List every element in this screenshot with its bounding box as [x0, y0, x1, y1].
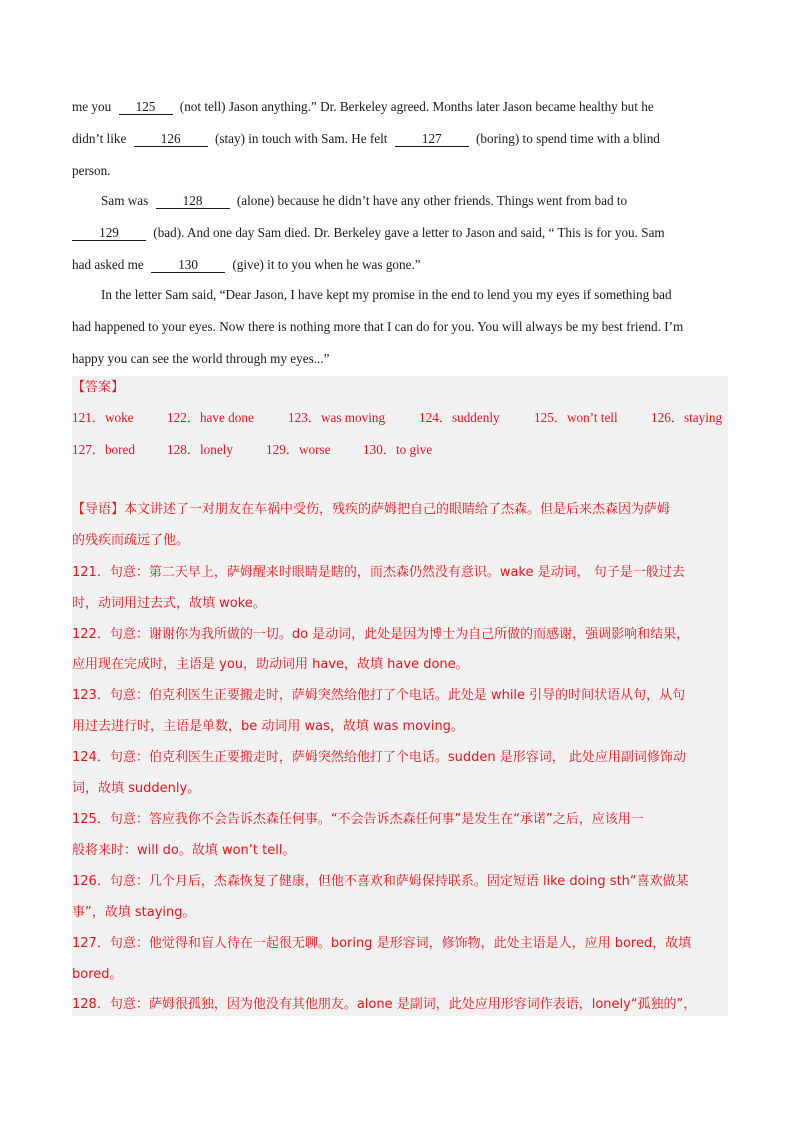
explanation-line: 125．句意：答应我你不会告诉杰森任何事。“不会告诉杰森任何事”是发生在“承诺”之后，应该用一: [72, 812, 644, 827]
explanation-line: 122．句意：谢谢你为我所做的一切。do 是动词，此处是因为博士为自己所做的而感谢，强调影响和结果，: [72, 627, 690, 642]
explanation-line: 123．句意：伯克利医生正要搬走时，萨姆突然给他打了个电话。此处是 while 引导的时间状语从句，从句: [72, 688, 686, 703]
passage-line: [72, 256, 421, 274]
explanation-line: 应用现在完成时，主语是 you，助动词用 have，故填 have done。: [72, 657, 469, 672]
explanation-line: 127．句意：他觉得和盲人待在一起很无聊。boring 是形容词，修饰物，此处主语是人，应用 bored，故填: [72, 936, 692, 951]
answer-item: 127．bored: [72, 442, 135, 457]
passage-line: [68, 224, 665, 242]
passage-text: me you: [72, 99, 112, 114]
answer-item: 123．was moving: [288, 410, 386, 425]
passage-line: happy you can see the world through my eyes...”: [72, 351, 330, 366]
blank-128: 128: [156, 193, 230, 209]
explanation-line: 126．句意：几个月后，杰森恢复了健康，但他不喜欢和萨姆保持联系。固定短语 like doing sth“喜欢做某: [72, 874, 689, 889]
blank-130: 130: [151, 257, 225, 273]
passage-line: [72, 98, 654, 116]
answer-heading: 【答案】: [72, 380, 125, 395]
answer-item: 129．worse: [266, 442, 331, 457]
guide-line: 的残疾而疏远了他。: [72, 533, 190, 548]
passage-text: person.: [72, 163, 111, 178]
answer-item: 128．lonely: [167, 442, 233, 457]
answer-item: 126．staying: [651, 410, 723, 425]
passage-text: Sam was: [101, 193, 149, 208]
explanation-line: 事”，故填 staying。: [72, 905, 196, 920]
passage-line: [72, 130, 660, 148]
blank-127: 127: [395, 131, 469, 147]
explanation-line: 124．句意：伯克利医生正要搬走时，萨姆突然给他打了个电话。sudden 是形容词， 此处应用副词修饰动: [72, 750, 686, 765]
passage-line: In the letter Sam said, “Dear Jason, I have kept my promise in the end to lend you my eyes if something bad: [101, 287, 672, 302]
explanation-line: 128．句意：萨姆很孤独，因为他没有其他朋友。alone 是副词，此处应用形容词作表语，lonely“孤独的”，: [72, 997, 697, 1012]
blank-126: 126: [134, 131, 208, 147]
explanation-line: 般将来时：will do。故填 won’t tell。: [72, 843, 296, 858]
explanation-line: bored。: [72, 967, 123, 982]
answer-item: 122．have done: [167, 410, 254, 425]
passage-text: didn’t like: [72, 131, 127, 146]
blank-129: 129: [72, 225, 146, 241]
passage-line: [101, 192, 627, 210]
explanation-line: 121．句意：第二天早上，萨姆醒来时眼睛是瞎的，而杰森仍然没有意识。wake 是动词， 句子是一般过去: [72, 565, 685, 580]
guide-line: 【导语】本文讲述了一对朋友在车祸中受伤，残疾的萨姆把自己的眼睛给了杰森。但是后来杰森因为萨姆: [72, 502, 671, 517]
answer-item: 130．to give: [363, 442, 433, 457]
passage-text: (give) it to you when he was gone.”: [232, 257, 421, 272]
answer-item: 125．won’t tell: [534, 410, 618, 425]
passage-text: (stay) in touch with Sam. He felt: [214, 131, 388, 146]
passage-text: (alone) because he didn’t have any other friends. Things went from bad to: [236, 193, 628, 208]
passage-line: [72, 162, 110, 180]
blank-125: 125: [119, 99, 173, 115]
passage-text: (bad). And one day Sam died. Dr. Berkeley gave a letter to Jason and said, “ This is for you. Sam: [153, 225, 665, 240]
passage-line: had happened to your eyes. Now there is nothing more that I can do for you. You will always be my best friend. I’m: [72, 319, 684, 334]
passage-text: (not tell) Jason anything.” Dr. Berkeley agreed. Months later Jason became healthy but he: [179, 99, 654, 114]
explanation-line: 用过去进行时，主语是单数，be 动词用 was，故填 was moving。: [72, 719, 464, 734]
passage-text: (boring) to spend time with a blind: [476, 131, 660, 146]
explanation-line: 时，动词用过去式，故填 woke。: [72, 596, 266, 611]
answer-item: 121．woke: [72, 410, 134, 425]
answer-item: 124．suddenly: [419, 410, 500, 425]
explanation-line: 词，故填 suddenly。: [72, 781, 201, 796]
passage-text: had asked me: [72, 257, 144, 272]
